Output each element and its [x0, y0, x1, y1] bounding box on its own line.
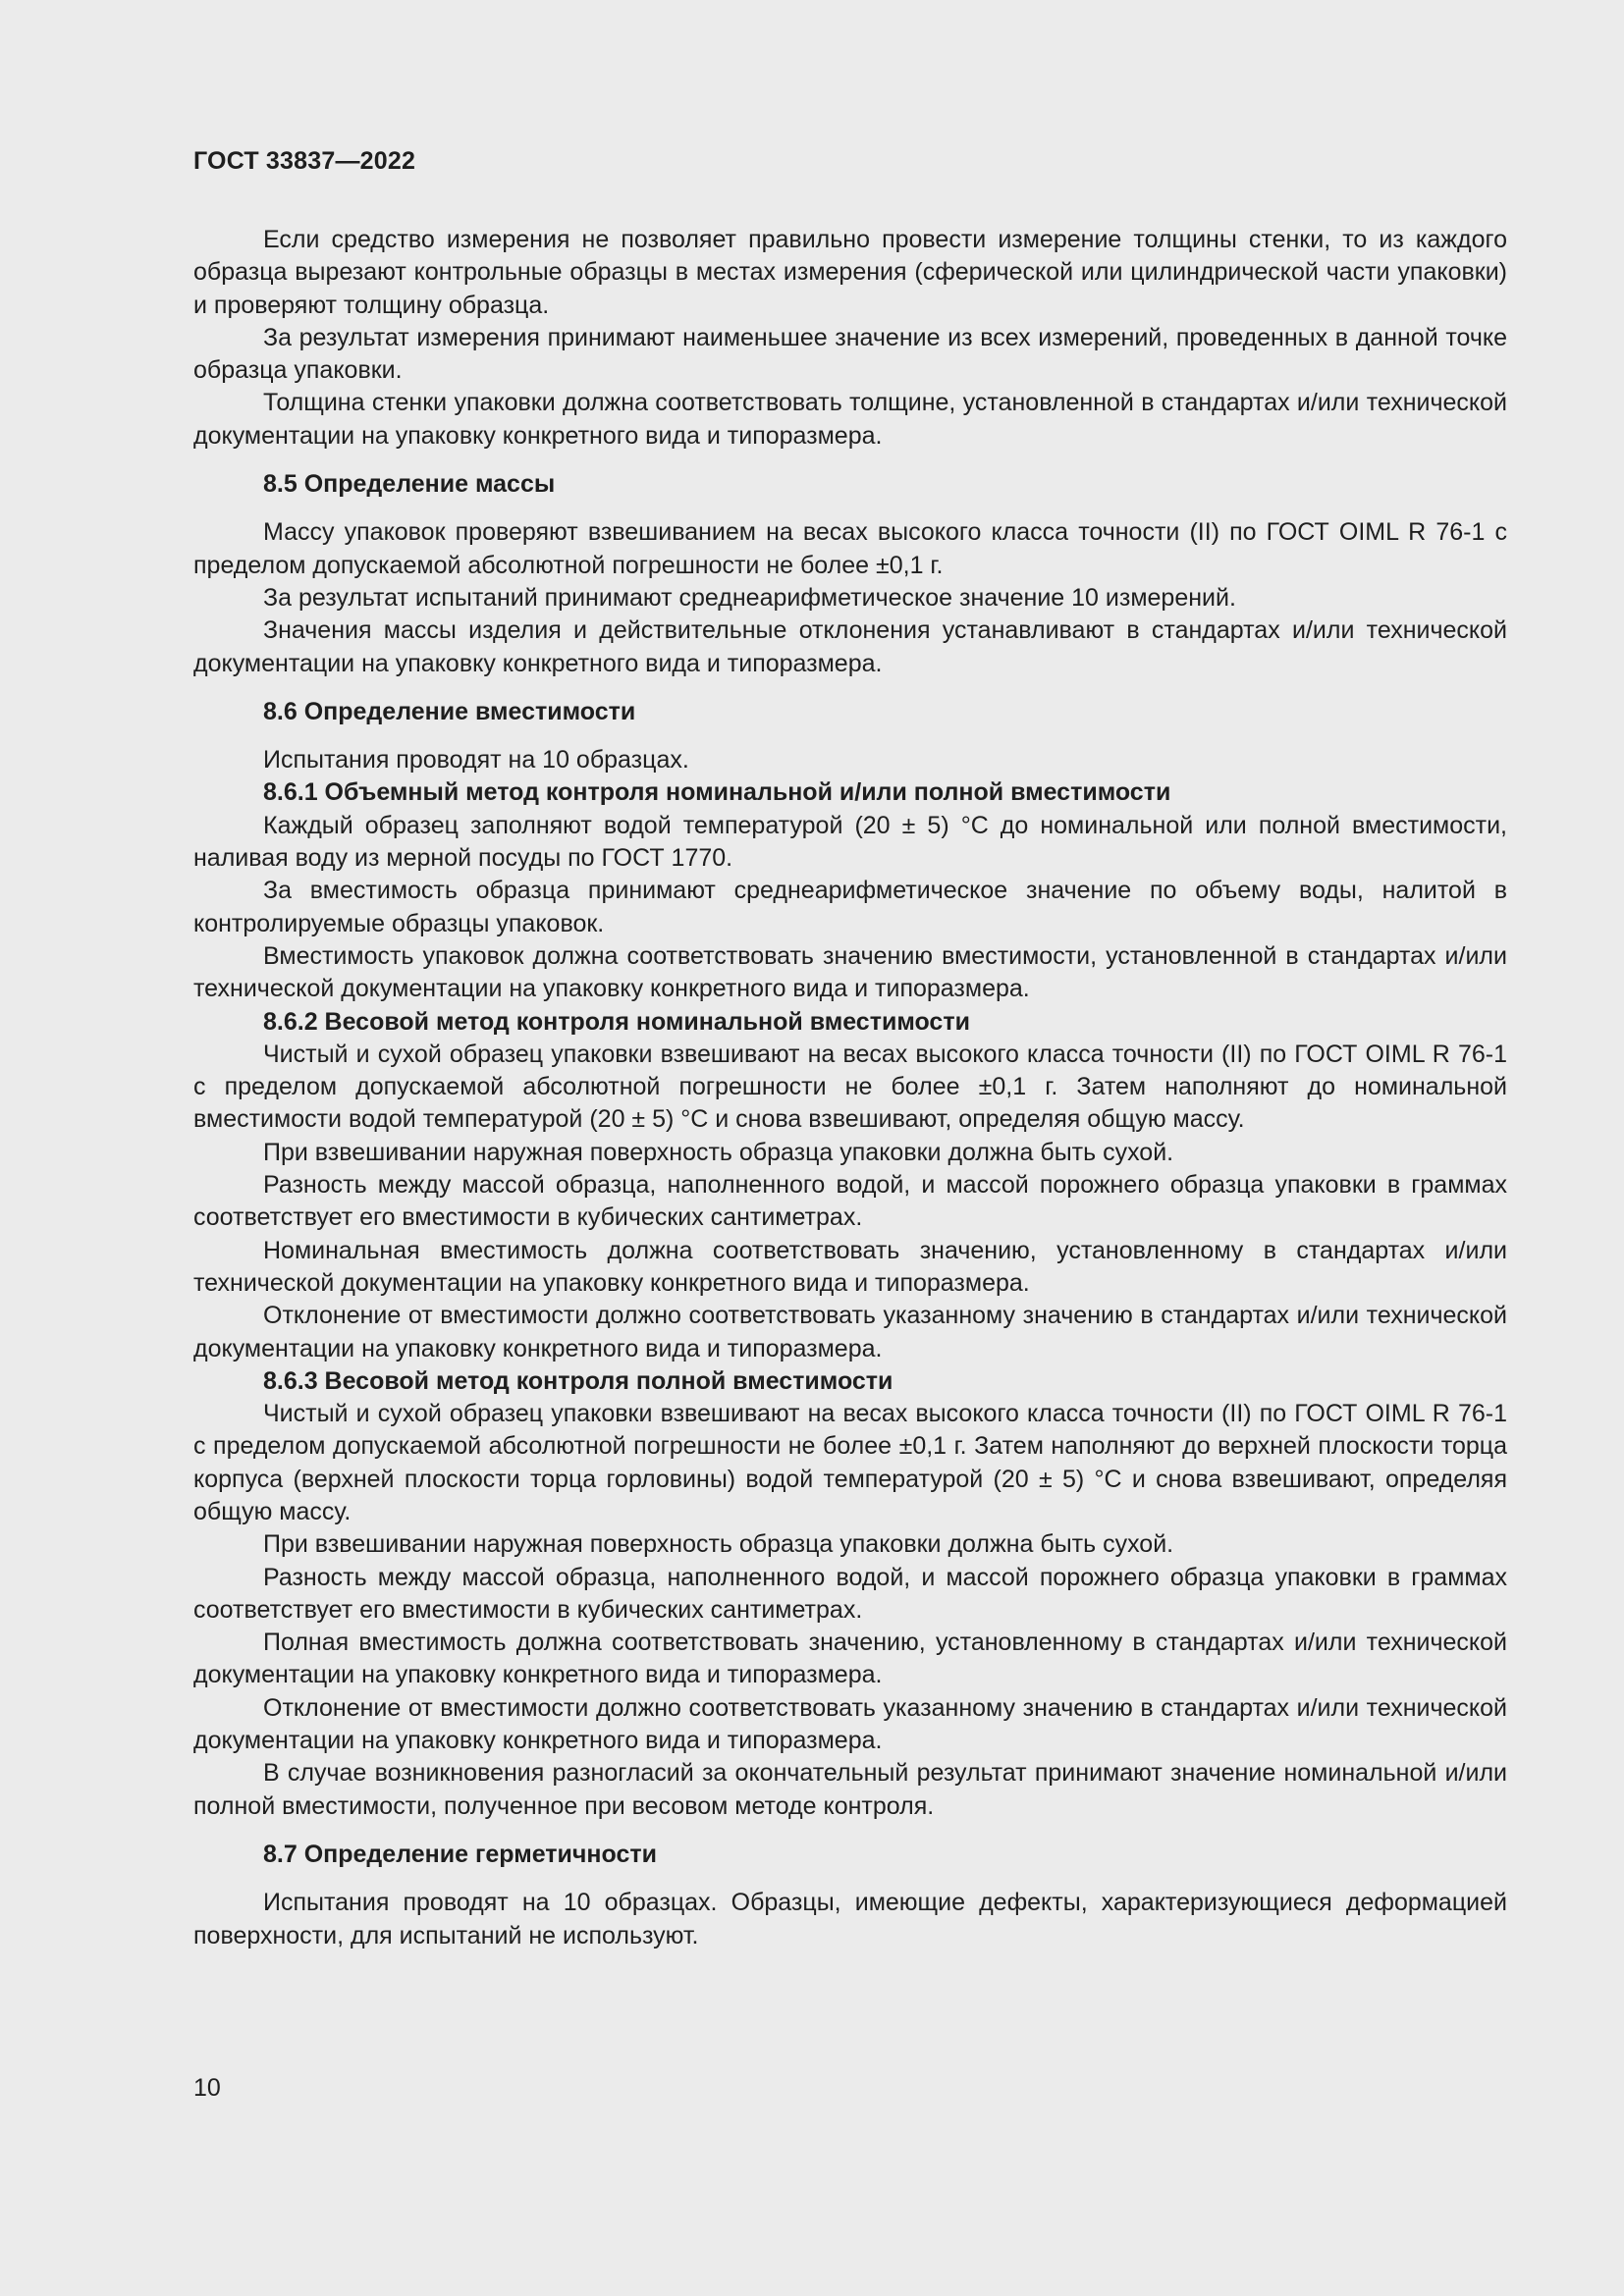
paragraph: Каждый образец заполняют водой температурой (20 ± 5) °С до номинальной или полной вместимости, наливая воду из мерной посуды по ГОСТ 1770. — [193, 811, 1507, 873]
section-heading-8-7: 8.7 Определение герметичности — [263, 1840, 657, 1868]
paragraph: Номинальная вместимость должна соответствовать значению, установленному в стандартах и/или технической документации на упаковку конкретного вида и типоразмера. — [193, 1236, 1507, 1297]
page-number: 10 — [193, 2074, 221, 2102]
paragraph: Отклонение от вместимости должно соответствовать указанному значению в стандартах и/или технической документации на упаковку конкретного вида и типоразмера. — [193, 1693, 1507, 1755]
paragraph: За вместимость образца принимают среднеарифметическое значение по объему воды, налитой в контролируемые образцы упаковок. — [193, 877, 1507, 937]
paragraph: За результат измерения принимают наименьшее значение из всех измерений, проведенных в данной точке образца упаковки. — [193, 323, 1507, 385]
paragraph: Разность между массой образца, наполненного водой, и массой порожнего образца упаковки в граммах соответствует его вместимости в кубических сантиметрах. — [193, 1563, 1507, 1624]
paragraph: При взвешивании наружная поверхность образца упаковки должна быть сухой. — [263, 1138, 1174, 1166]
paragraph: В случае возникновения разногласий за окончательный результат принимают значение номинальной и/или полной вместимости, полученное при весовом методе контроля. — [193, 1759, 1507, 1820]
section-heading-8-5: 8.5 Определение массы — [263, 470, 556, 499]
document-body — [193, 224, 1507, 1952]
paragraph: Вместимость упаковок должна соответствовать значению вместимости, установленной в стандартах и/или технической документации на упаковку конкретного вида и типоразмера. — [193, 941, 1507, 1003]
subsection-heading-8-6-3: 8.6.3 Весовой метод контроля полной вместимости — [263, 1366, 893, 1395]
paragraph: Если средство измерения не позволяет правильно провести измерение толщины стенки, то из каждого образца вырезают контрольные образцы в местах измерения (сферической или цилиндрической части упаковки) и проверяют толщину образца. — [193, 226, 1507, 319]
paragraph: Испытания проводят на 10 образцах. Образцы, имеющие дефекты, характеризующиеся деформацией поверхности, для испытаний не используют. — [193, 1889, 1507, 1949]
paragraph: За результат испытаний принимают среднеарифметическое значение 10 измерений. — [263, 583, 1236, 612]
paragraph: Разность между массой образца, наполненного водой, и массой порожнего образца упаковки в граммах соответствует его вместимости в кубических сантиметрах. — [193, 1171, 1507, 1232]
paragraph: Чистый и сухой образец упаковки взвешивают на весах высокого класса точности (II) по ГОСТ OIML R 76-1 с пределом допускаемой абсолютной погрешности не более ±0,1 г. Затем наполняют до номинальной вместимости водой температурой (20 ± 5) °С и снова взвешивают, определяя общую массу. — [193, 1040, 1507, 1134]
paragraph: Толщина стенки упаковки должна соответствовать толщине, установленной в стандартах и/или технической документации на упаковку конкретного вида и типоразмера. — [193, 389, 1507, 450]
subsection-heading-8-6-2: 8.6.2 Весовой метод контроля номинальной вместимости — [263, 1007, 970, 1036]
paragraph: Полная вместимость должна соответствовать значению, установленному в стандартах и/или технической документации на упаковку конкретного вида и типоразмера. — [193, 1629, 1507, 1689]
paragraph: Массу упаковок проверяют взвешиванием на весах высокого класса точности (II) по ГОСТ OIML R 76-1 с пределом допускаемой абсолютной погрешности не более ±0,1 г. — [193, 518, 1507, 579]
document-header-standard-id: ГОСТ 33837—2022 — [193, 147, 416, 175]
paragraph: Чистый и сухой образец упаковки взвешивают на весах высокого класса точности (II) по ГОСТ OIML R 76-1 с пределом допускаемой абсолютной погрешности не более ±0,1 г. Затем наполняют до верхней плоскости торца корпуса (верхней плоскости торца горловины) водой температурой (20 ± 5) °С и снова взвешивают, определяя общую массу. — [193, 1400, 1507, 1525]
paragraph: Значения массы изделия и действительные отклонения устанавливают в стандартах и/или технической документации на упаковку конкретного вида и типоразмера. — [193, 616, 1507, 677]
paragraph: При взвешивании наружная поверхность образца упаковки должна быть сухой. — [263, 1530, 1174, 1559]
section-heading-8-6: 8.6 Определение вместимости — [263, 697, 636, 725]
subsection-heading-8-6-1: 8.6.1 Объемный метод контроля номинальной и/или полной вместимости — [263, 778, 1171, 807]
paragraph: Отклонение от вместимости должно соответствовать указанному значению в стандартах и/или технической документации на упаковку конкретного вида и типоразмера. — [193, 1302, 1507, 1362]
paragraph: Испытания проводят на 10 образцах. — [263, 746, 689, 774]
